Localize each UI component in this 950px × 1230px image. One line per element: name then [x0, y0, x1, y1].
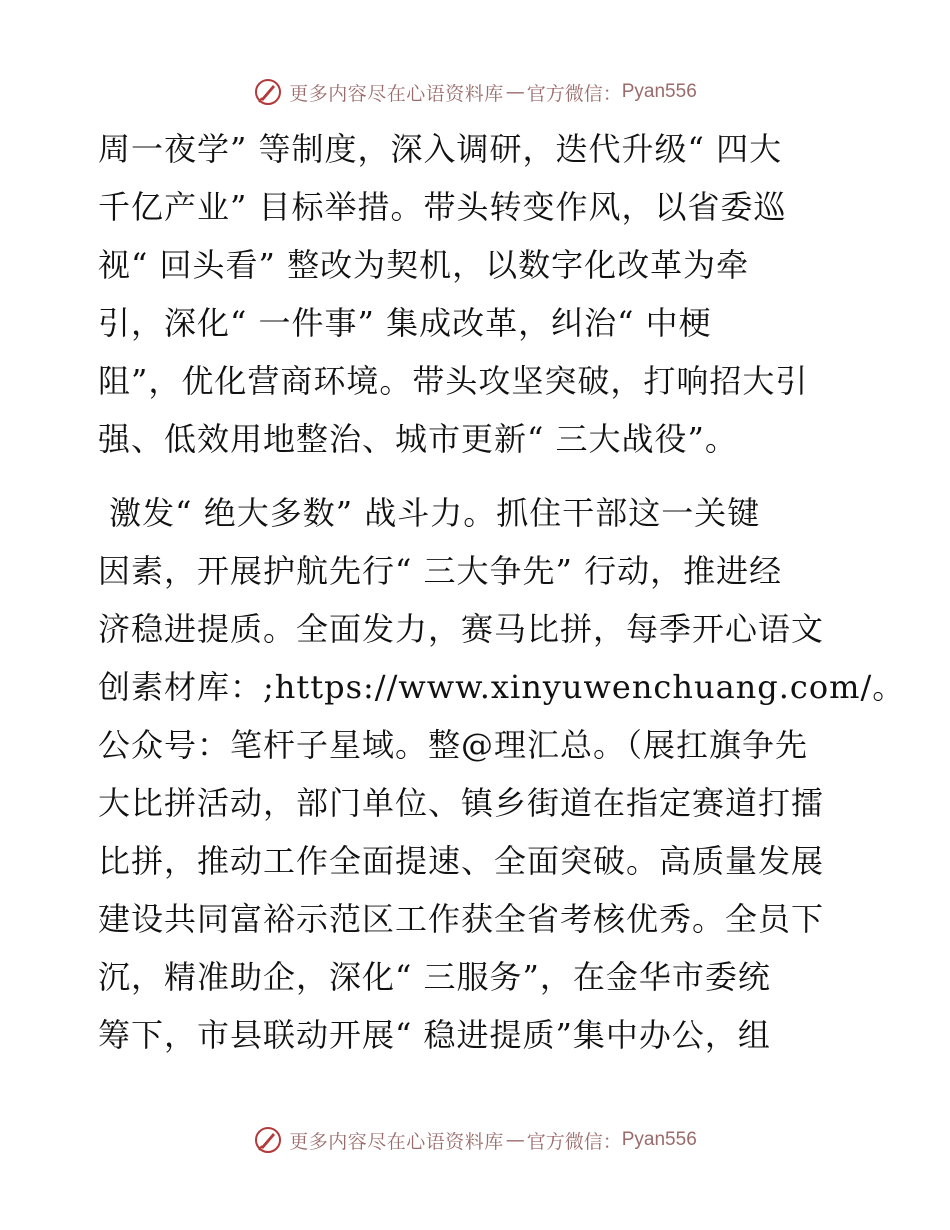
text-line: 公众号：笔杆子星域。整@理汇总。（展扛旗争先	[98, 726, 809, 764]
paragraph-2	[98, 484, 906, 1064]
text-line: 大比拼活动，部门单位、镇乡街道在指定赛道打擂	[98, 784, 825, 822]
text-line: 创素材库：;https://www.xinyuwenchuang.com/。	[98, 668, 906, 706]
banner-wechat-label: 官方微信：	[526, 1130, 622, 1153]
document-body	[98, 120, 906, 1064]
text-line: 激发“ 绝大多数” 战斗力。抓住干部这一关键	[98, 494, 761, 532]
text-line: 阻”，优化营商环境。带头攻坚突破，打响招大引	[98, 362, 809, 400]
text-line: 筹下，市县联动开展“ 稳进提质”集中办公，组	[98, 1016, 771, 1054]
banner-wechat-account: Pyan556	[621, 1129, 697, 1150]
text-line: 周一夜学” 等制度，深入调研，迭代升级“ 四大	[98, 130, 783, 168]
paragraph-gap	[98, 468, 858, 484]
banner-dash: —	[505, 81, 525, 103]
text-line: 比拼，推动工作全面提速、全面突破。高质量发展	[98, 842, 825, 880]
banner-wechat-label: 官方微信：	[526, 82, 622, 105]
quill-pen-logo-icon	[253, 77, 283, 107]
text-line: 强、低效用地整治、城市更新“ 三大战役”。	[98, 420, 738, 458]
text-line: 引，深化“ 一件事” 集成改革，纠治“ 中梗	[98, 304, 712, 342]
text-line: 建设共同富裕示范区工作获全省考核优秀。全员下	[98, 900, 825, 938]
banner-dash: —	[505, 1129, 525, 1151]
footer-banner	[0, 1120, 950, 1160]
text-line: 沉，精准助企，深化“ 三服务”，在金华市委统	[98, 958, 771, 996]
header-banner	[0, 72, 950, 112]
text-line: 因素，开展护航先行“ 三大争先” 行动，推进经	[98, 552, 783, 590]
quill-pen-logo-icon	[253, 1125, 283, 1155]
text-line: 千亿产业” 目标举措。带头转变作风，以省委巡	[98, 188, 787, 226]
banner-wechat-account: Pyan556	[621, 81, 697, 102]
banner-text: 更多内容尽在心语资料库	[289, 82, 504, 105]
text-line: 视“ 回头看” 整改为契机，以数字化改革为牵	[98, 246, 750, 284]
banner-text: 更多内容尽在心语资料库	[289, 1130, 504, 1153]
paragraph-1	[98, 120, 858, 468]
text-line: 济稳进提质。全面发力，赛马比拼，每季开心语文	[98, 610, 825, 648]
